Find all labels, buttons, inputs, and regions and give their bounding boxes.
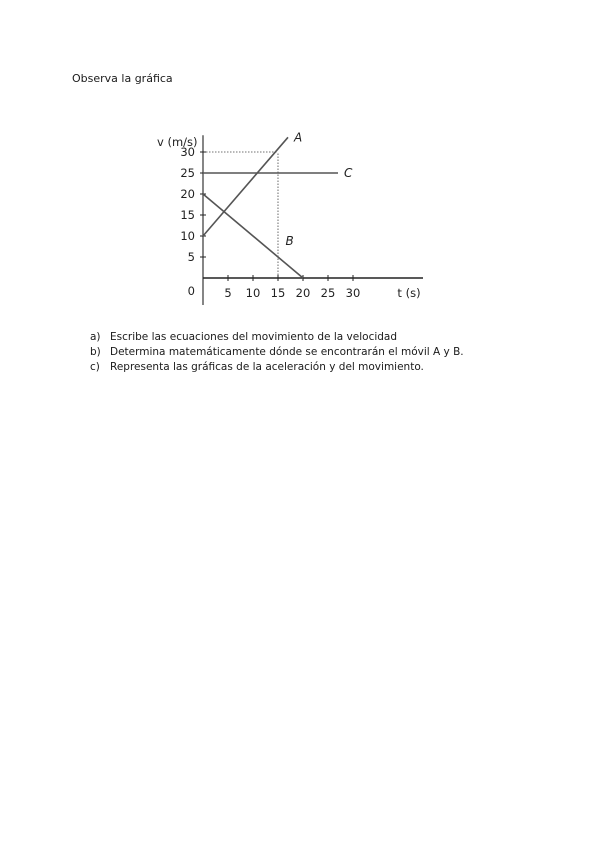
question-text: Representa las gráficas de la aceleración y del movimiento. <box>110 361 424 373</box>
x-tick-label: 25 <box>320 286 336 300</box>
intro-text: Observa la gráfica <box>72 72 173 85</box>
velocity-time-chart <box>150 105 435 305</box>
x-tick-label: 30 <box>345 286 361 300</box>
question-marker: a) <box>90 331 101 343</box>
y-tick-label: 15 <box>180 208 195 222</box>
x-axis-label: t (s) <box>397 286 421 300</box>
question-item-c <box>90 360 464 375</box>
y-axis-label: v (m/s) <box>157 135 198 150</box>
x-tick-label: 5 <box>224 286 232 300</box>
x-tick-label: 20 <box>295 286 311 300</box>
y-tick-label: 10 <box>180 229 195 243</box>
question-item-b <box>90 345 464 360</box>
y-tick-label: 25 <box>180 166 195 180</box>
y-tick-label: 20 <box>180 187 195 201</box>
question-text: Escribe las ecuaciones del movimiento de la velocidad <box>110 331 398 343</box>
series-label-b: B <box>285 233 294 248</box>
y-tick-label: 30 <box>180 145 195 159</box>
question-text: Determina matemáticamente dónde se encontrarán el móvil A y B. <box>110 346 464 358</box>
chart-svg <box>150 105 435 305</box>
question-marker: c) <box>90 361 100 373</box>
series-label-a: A <box>294 130 303 145</box>
question-item-a <box>90 330 464 345</box>
question-list <box>90 330 464 375</box>
origin-label: 0 <box>187 284 195 298</box>
question-marker: b) <box>90 346 101 358</box>
x-tick-label: 15 <box>270 286 286 300</box>
x-tick-label: 10 <box>245 286 261 300</box>
y-tick-label: 5 <box>187 250 195 264</box>
series-label-c: C <box>344 166 353 180</box>
